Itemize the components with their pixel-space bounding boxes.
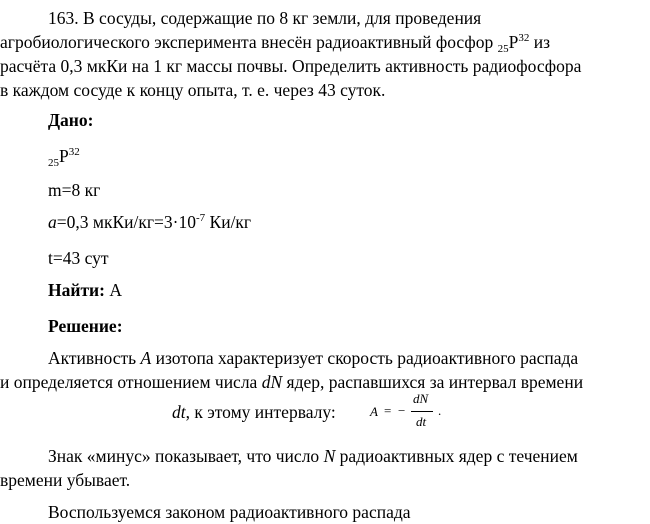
given-activity: a=0,3 мкКи/$кг=3\cdot 10^{-7}$ Ки/кг <box>48 212 252 232</box>
formula-numerator: dN <box>413 391 429 406</box>
formula-lhs: A <box>370 404 378 419</box>
formula-period: . <box>438 403 442 418</box>
solution-line-4: Знак «минус» показывает, что число N радиоактивных ядер с течением <box>48 446 578 466</box>
formula-denominator: dt <box>416 414 427 429</box>
solution-heading: Решение: <box>48 316 123 336</box>
given-mass: m=8 кг <box>48 180 101 200</box>
problem-line-2: агробиологического эксперимента внесён радиоактивный фосфор $_{25}P^{32}$ из <box>0 32 550 55</box>
problem-line-1: 163. В сосуды, содержащие по 8 кг земли, для проведения <box>48 8 482 28</box>
solution-line-5: времени убывает. <box>0 470 131 490</box>
solution-line-3: dt, к этому интервалу: <box>172 402 336 422</box>
problem-line-4: в каждом сосуде к концу опыта, т. е. через 43 суток. <box>0 80 386 100</box>
problem-line-3: расчёта 0,3 мкКи на 1 кг массы почвы. Определить активность радиофосфора <box>0 56 582 76</box>
given-time: t=43 сут <box>48 248 109 268</box>
solution-line-6: Воспользуемся законом радиоактивного распада <box>48 502 411 522</box>
given-isotope: $_{25}P^{32}$ <box>48 146 80 169</box>
solution-line-2: и определяется отношением числа dN ядер, распавшихся за интервал времени <box>0 372 584 392</box>
given-heading: Дано: <box>48 110 94 130</box>
find-line: Найти: A <box>48 280 122 300</box>
fraction-bar <box>411 411 433 412</box>
solution-line-1: Активность A изотопа характеризует скорость радиоактивного распада <box>48 348 579 368</box>
formula-equals: = <box>384 403 392 418</box>
formula-minus: − <box>398 403 406 418</box>
activity-formula <box>366 390 456 434</box>
